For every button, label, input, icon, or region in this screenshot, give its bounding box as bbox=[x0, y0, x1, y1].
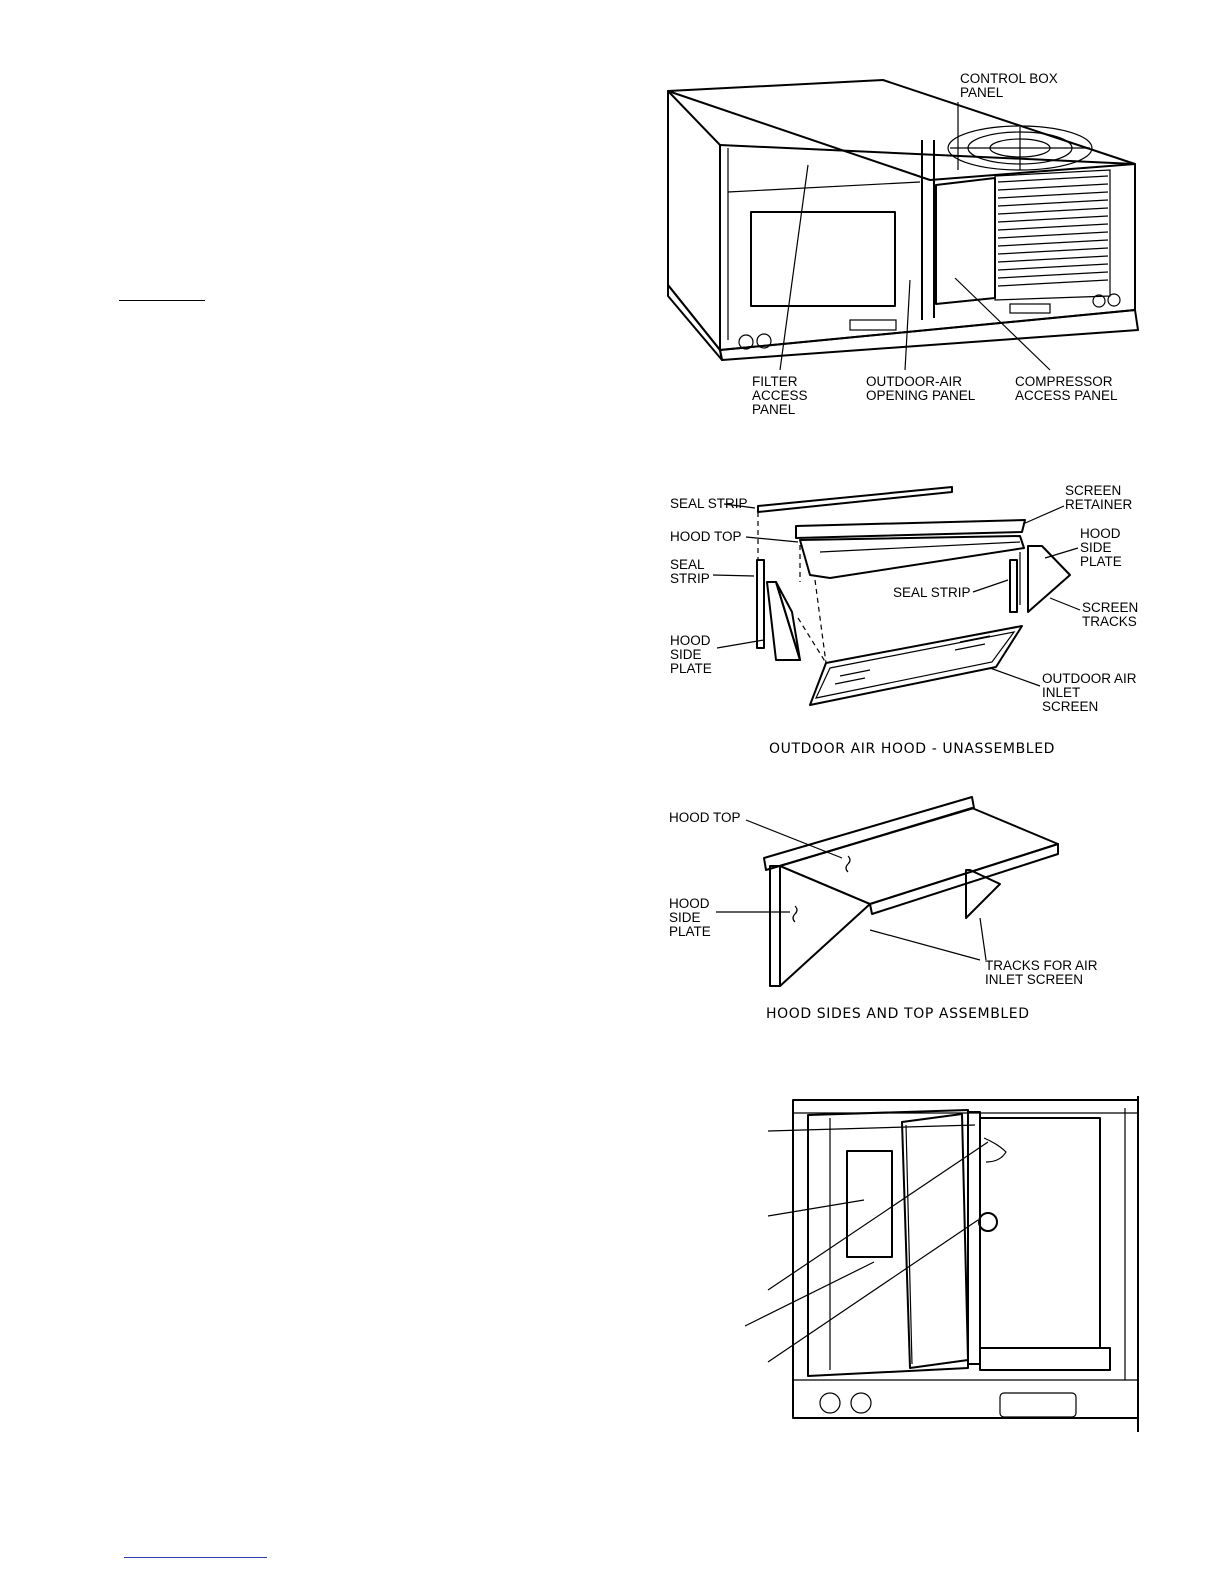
label-tracks-for-air-inlet-screen: TRACKS FOR AIR INLET SCREEN bbox=[985, 958, 1098, 987]
open-unit-drawing bbox=[793, 1096, 1138, 1432]
label-screen-retainer: SCREEN RETAINER bbox=[1065, 483, 1133, 512]
label-seal-strip-mid: SEAL STRIP bbox=[893, 585, 971, 600]
label-hood-top-assembled: HOOD TOP bbox=[669, 810, 741, 825]
label-outdoor-air-opening-panel: OUTDOOR-AIR OPENING PANEL bbox=[866, 374, 976, 403]
unit-drawing bbox=[668, 80, 1138, 360]
label-compressor-access-panel: COMPRESSOR ACCESS PANEL bbox=[1015, 374, 1118, 403]
label-control-box-panel: CONTROL BOX PANEL bbox=[960, 71, 1058, 100]
label-screen-tracks: SCREEN TRACKS bbox=[1082, 600, 1139, 629]
label-hood-side-plate-left: HOOD SIDE PLATE bbox=[670, 633, 712, 676]
caption-hood-unassembled: OUTDOOR AIR HOOD - UNASSEMBLED bbox=[769, 741, 1056, 757]
label-filter-access-panel: FILTER ACCESS PANEL bbox=[752, 374, 808, 417]
label-hood-side-plate-assembled: HOOD SIDE PLATE bbox=[669, 896, 711, 939]
label-hood-side-plate-right: HOOD SIDE PLATE bbox=[1080, 526, 1122, 569]
squiggle-marks bbox=[793, 856, 850, 922]
caption-hood-assembled: HOOD SIDES AND TOP ASSEMBLED bbox=[766, 1006, 1030, 1022]
label-seal-strip-left: SEAL STRIP bbox=[670, 557, 710, 586]
label-seal-strip-top: SEAL STRIP bbox=[670, 496, 748, 511]
label-outdoor-air-inlet-screen: OUTDOOR AIR INLET SCREEN bbox=[1042, 671, 1137, 714]
open-unit-leaders bbox=[745, 1125, 988, 1362]
label-hood-top: HOOD TOP bbox=[670, 529, 742, 544]
